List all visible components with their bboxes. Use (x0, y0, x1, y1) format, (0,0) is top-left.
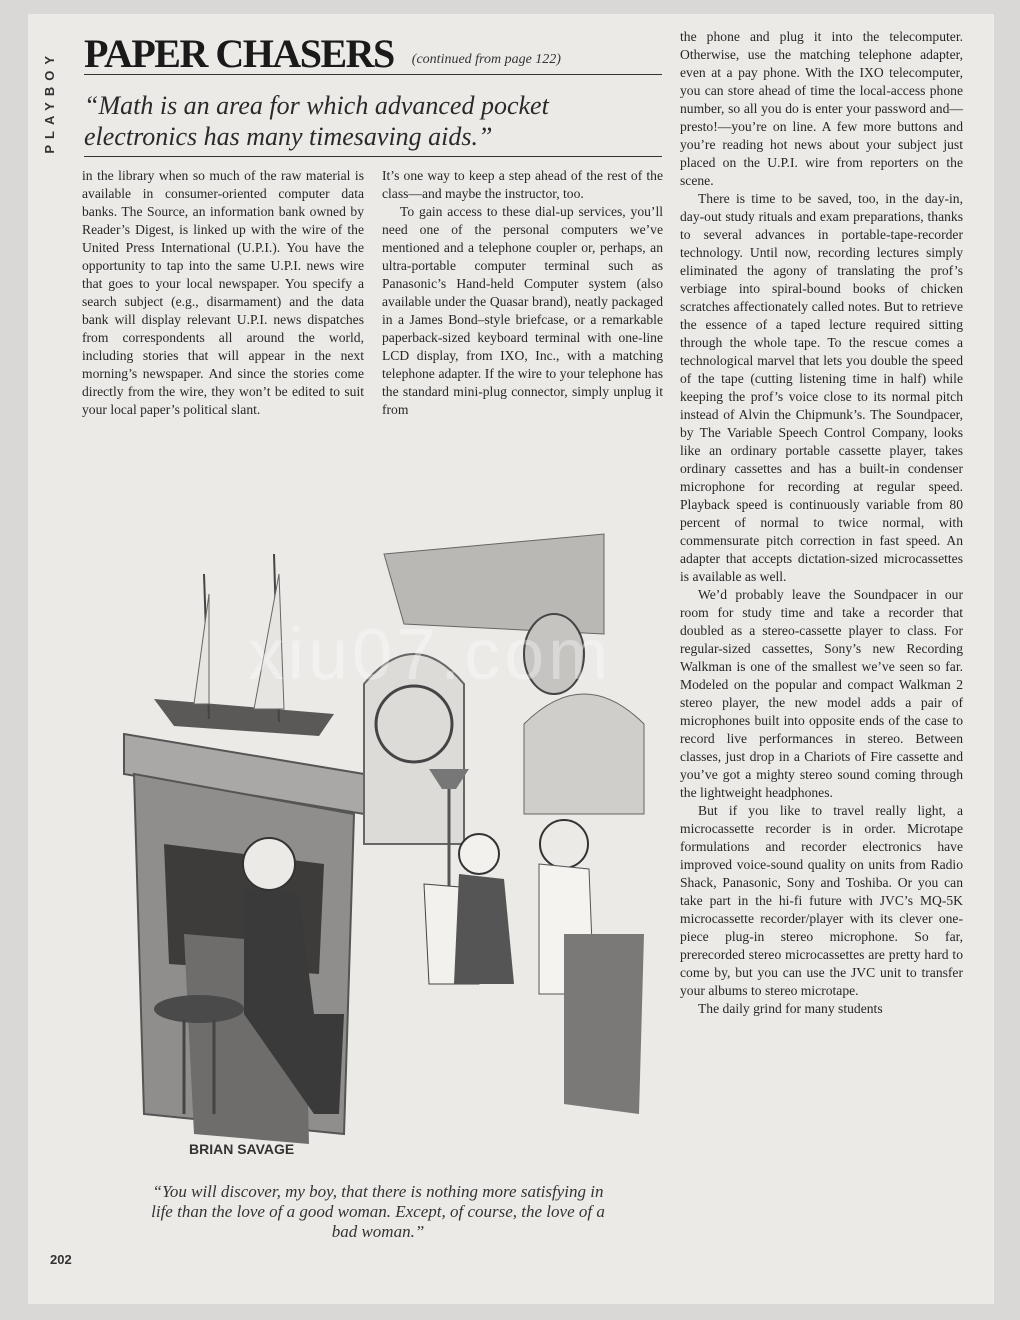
text-column-2 (382, 167, 663, 419)
continued-note: (continued from page 122) (411, 52, 561, 67)
woman-head (459, 834, 499, 874)
pull-quote-rule (84, 156, 662, 157)
text-column-3 (680, 28, 963, 1018)
young-man-chair (564, 934, 644, 1114)
ceiling-beam (384, 534, 604, 634)
paragraph: We’d probably leave the Soundpacer in our room for study time and take a recorder that doubled as a stereo-cassette player to class. For regular-sized cassettes, Sony’s new Recording Walkman is one of the smallest we’ve seen so far. Modeled on the popular and compact Walkman 2 stereo player, the new model adds a pair of microphones built into opposite ends of the case to record live performances in stereo. Between classes, just drop in a Chariots of Fire cassette and you’ve got a mighty stereo sound coming through the lightweight headphones. (680, 587, 963, 800)
paragraph: To gain access to these dial-up services, you’ll need one of the personal computers we’ve mentioned and a telephone coupler or, perhaps, an ultra-portable computer terminal such as Panasonic’s Hand-held Computer system (also available under the Quasar brand), neatly packaged in a James Bond–style briefcase, or a remarkable paperback-sized keyboard terminal with one-line LCD display, from IXO, Inc., with a matching telephone adapter. If the wire to your telephone has the standard mini-plug connector, simply unplug it from (382, 204, 663, 417)
arched-alcove (524, 694, 644, 814)
paragraph: There is time to be saved, too, in the day-in, day-out study rituals and exam preparations, thanks to several advances in portable-tape-recorder technology. Until now, recording lectures simply eliminated the agony of translating the prof’s verbiage into spiral-bound books of chicken scratches affectionately called notes. But to retrieve the essence of a taped lecture required sitting through the whole tape. To the rescue comes a technological marvel that lets you double the speed of the tape (cutting listening time in half) while keeping the prof’s voice close to its normal pitch instead of Alvin the Chipmunk’s. The Soundpacer, by The Variable Speech Control Company, looks like an ordinary portable cassette player, takes ordinary cassettes and has a built-in condenser microphone for recording at regular speed. Playback speed is continuously variable from 80 percent of normal to twice normal, with commensurate pitch correction in fast speed. An adapter that accepts dictation-sized microcassettes is available as well. (680, 191, 963, 584)
article-title: PAPER CHASERS (84, 31, 394, 76)
paragraph: in the library when so much of the raw material is available in consumer-oriented computer data banks. The Source, an information bank owned by Reader’s Digest, is linked up with the wire of the United Press International (U.P.I.). You have the opportunity to tap into the same U.P.I. news wire that goes to your local newspaper. You specify a search subject (e.g., disarmament) and the data bank will display relevant U.P.I. news dispatches from correspondents all around the world, including stories that will appear in the next morning’s newspaper. And since the stories come directly from the wire, they won’t be edited to suit your local paper’s political slant. (82, 168, 364, 417)
magazine-sidebar-label: PLAYBOY (42, 50, 57, 154)
cartoon-caption: “You will discover, my boy, that there is nothing more satisfying in life than the love of a good woman. Except, of course, the love of a bad woman.” (151, 1182, 605, 1241)
page-number: 202 (50, 1252, 72, 1267)
side-table (154, 995, 244, 1023)
young-man-head (540, 820, 588, 868)
paragraph: But if you like to travel really light, a microcassette recorder is in order. Microtape formulations and recorder electronics have improved voice-sound quality on units from Radio Shack, Panasonic, Sony and Toshiba. Or you can take part in the hi-fi future with JVC’s MQ-5K microcassette recorder/player with its clever one-piece plug-in stereo microphone. So far, prerecorded stereo microcassettes are pretty hard to come by, but you can use the JVC unit to transfer your albums to stereo microtape. (680, 803, 963, 998)
paragraph: It’s one way to keep a step ahead of the rest of the class—and maybe the instructor, too. (382, 168, 663, 201)
text-column-1 (82, 167, 364, 419)
old-man-head (243, 838, 295, 890)
woman-dress (454, 874, 514, 984)
cartoonist-signature: BRIAN SAVAGE (189, 1141, 295, 1157)
watermark: xiu07.com (248, 615, 613, 695)
pull-quote: “Math is an area for which advanced pocket electronics has many timesaving aids.” (84, 91, 549, 151)
magazine-page (28, 14, 994, 1304)
header-rule (84, 74, 662, 75)
chandelier (524, 614, 584, 694)
ship-hull (154, 699, 334, 736)
paragraph: the phone and plug it into the telecomputer. Otherwise, use the matching telephone adapter, even at a pay phone. With the IXO telecomputer, you can store ahead of time the local-access phone number, so all you do is enter your password and—presto!—you’re on line. A few more buttons and you’re reading hot news about your subject just placed on the U.P.I. wire from reporters on the scene. (680, 29, 963, 188)
paragraph: The daily grind for many students (698, 1001, 883, 1016)
cartoon-illustration (84, 514, 662, 1174)
ship-sail (194, 594, 209, 704)
article-header (84, 31, 662, 76)
ship-sail (254, 574, 284, 709)
